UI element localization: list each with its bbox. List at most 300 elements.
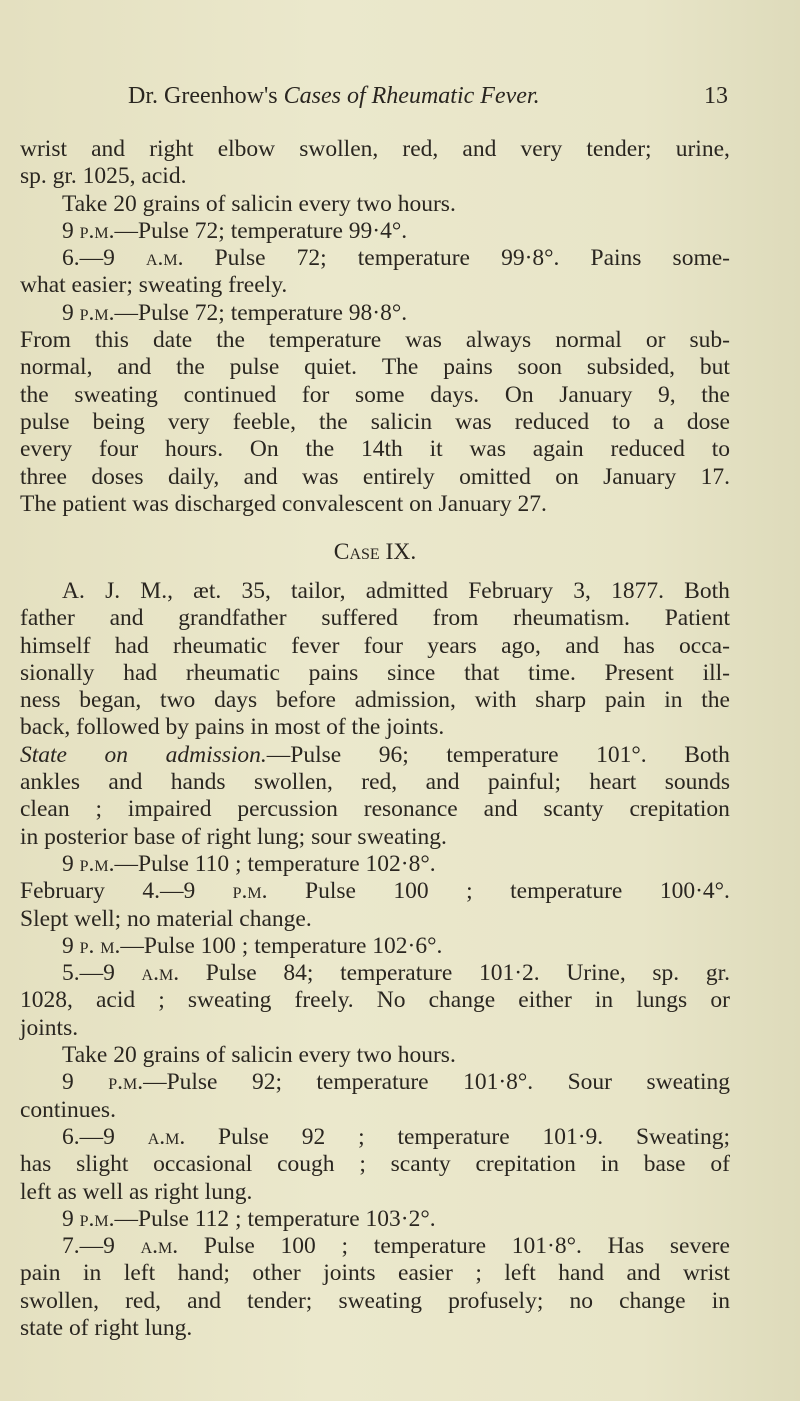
word: elbow <box>217 136 276 162</box>
word: tender; <box>586 136 652 162</box>
word: a.m. <box>140 1233 179 1260</box>
word: 35, <box>241 578 271 604</box>
word: doses <box>91 463 144 490</box>
word: very <box>520 136 563 162</box>
word: right <box>149 136 194 162</box>
word: a.m. <box>147 1123 186 1150</box>
word: ; <box>341 1233 349 1260</box>
word: swollen, <box>253 769 333 796</box>
word: in <box>594 987 614 1014</box>
word: profusely; <box>448 1287 544 1314</box>
word: rheumatic <box>173 632 267 659</box>
case-ix-body <box>20 578 730 1342</box>
word: ; <box>358 1123 365 1150</box>
word: 96; <box>378 741 409 768</box>
word: tender; <box>247 1287 313 1314</box>
word: reduced <box>610 436 685 463</box>
word: lungs <box>636 987 688 1014</box>
word: sweating <box>74 381 158 408</box>
word: February <box>20 878 105 905</box>
text-line <box>20 272 730 299</box>
word: other <box>252 1260 301 1287</box>
running-title <box>128 83 540 110</box>
word: 14th <box>360 436 403 463</box>
word: to <box>711 436 730 463</box>
word: daily, <box>167 463 220 490</box>
word: 4.—9 <box>142 878 196 905</box>
word: before <box>275 687 336 714</box>
text-line <box>20 1124 730 1151</box>
word: severe <box>669 1233 730 1260</box>
word: pulse <box>20 408 70 435</box>
word: 100·4°. <box>659 878 730 905</box>
word: Pulse <box>305 878 356 905</box>
word: red, <box>125 1287 161 1314</box>
word: days <box>214 687 258 714</box>
word: this <box>95 327 129 354</box>
text-line <box>20 960 730 987</box>
word: continued <box>183 381 277 408</box>
text-line <box>20 796 730 823</box>
word: three <box>20 463 67 490</box>
word: but <box>699 354 730 381</box>
text-line <box>20 1206 730 1233</box>
word: On <box>249 436 279 463</box>
word: sionally <box>20 659 95 686</box>
word: in <box>600 1151 619 1178</box>
word: in <box>83 1260 102 1287</box>
word: ; <box>466 878 473 905</box>
word: 17. <box>700 463 730 490</box>
word: impaired <box>127 796 212 823</box>
word: in <box>664 687 683 714</box>
word: temperature <box>316 1069 429 1096</box>
word: and <box>108 769 143 796</box>
word: pains <box>443 354 493 381</box>
text-segment: left as well as right lung. <box>20 1178 253 1205</box>
word: change <box>428 987 496 1014</box>
word: normal <box>555 327 622 354</box>
word: wrist <box>682 1260 730 1287</box>
word: 9, <box>657 381 676 408</box>
word: father <box>20 605 75 632</box>
word: acid <box>95 987 136 1014</box>
word: and <box>187 1287 221 1314</box>
text-line <box>20 660 730 687</box>
word: hand <box>558 1260 604 1287</box>
text-segment: 9 <box>62 217 80 244</box>
word: red, <box>402 136 439 162</box>
word: 92; <box>251 1069 282 1096</box>
word: quiet. <box>304 354 357 381</box>
word: A. <box>62 578 85 604</box>
word: pain <box>20 1260 61 1287</box>
word: joints <box>323 1260 376 1287</box>
word: sub- <box>689 327 730 354</box>
word: the <box>176 354 205 381</box>
word: salicin <box>370 408 433 435</box>
text-segment: continues. <box>20 1096 116 1123</box>
word: or <box>710 987 730 1014</box>
word: no <box>569 1287 593 1314</box>
word: that <box>464 659 500 686</box>
word: a <box>653 408 664 435</box>
text-line <box>20 687 730 714</box>
word: hand; <box>177 1260 230 1287</box>
word: painful; <box>487 769 561 796</box>
text-segment: —Pulse 112 ; temperature 103·2°. <box>114 1205 436 1232</box>
word: some <box>354 381 405 408</box>
word: sp. <box>652 960 680 987</box>
word: scanty <box>543 796 604 823</box>
word: temperature <box>373 1233 487 1260</box>
text-segment: 9 <box>62 299 80 326</box>
word: 1877. <box>611 578 664 604</box>
word: and <box>483 796 518 823</box>
word: M., <box>140 578 173 604</box>
word: 6.—9 <box>62 1123 115 1150</box>
text-line <box>20 1069 730 1096</box>
word: began, <box>79 687 142 714</box>
text-line <box>20 382 730 409</box>
word: slight <box>76 1151 129 1178</box>
text-segment: p.m. <box>79 299 115 326</box>
text-segment: p.m. <box>79 850 115 877</box>
word: hours. <box>164 436 224 463</box>
word: ; <box>95 796 103 823</box>
word: percussion <box>237 796 338 823</box>
word: Both <box>684 741 730 768</box>
word: years <box>427 632 477 659</box>
word: ; <box>158 987 165 1014</box>
text-line <box>20 987 730 1014</box>
word: 84; <box>283 960 314 987</box>
word: soon <box>517 354 563 381</box>
text-line <box>20 742 730 769</box>
running-title-work: Cases of Rheumatic Fever. <box>283 83 540 109</box>
word: four <box>363 632 403 659</box>
text-segment: —Pulse 110 ; temperature 102·8°. <box>114 850 436 877</box>
word: 72; <box>296 245 327 272</box>
word: suffered <box>321 605 398 632</box>
word: admission, <box>354 687 456 714</box>
word: again <box>532 436 584 463</box>
word: J. <box>105 578 121 604</box>
word: was <box>469 436 506 463</box>
word: No <box>376 987 406 1014</box>
word: the <box>319 408 348 435</box>
word: to <box>612 408 631 435</box>
word: ; <box>359 1151 366 1178</box>
word: the <box>701 687 730 714</box>
word: sweating <box>187 987 272 1014</box>
text-segment: Take 20 grains of salicin every two hours. <box>62 1042 456 1069</box>
word: admitted <box>365 578 448 604</box>
word: æt. <box>193 578 222 604</box>
word: a.m. <box>145 245 184 272</box>
word: had <box>114 632 149 659</box>
text-line <box>20 436 730 463</box>
word: 5.—9 <box>62 960 115 987</box>
word: ago, <box>501 632 541 659</box>
word: On <box>504 381 534 408</box>
word: pains <box>308 659 359 686</box>
word: Sweating; <box>635 1123 730 1150</box>
word: 101·8°. <box>511 1233 582 1260</box>
word: had <box>123 659 158 686</box>
text-line <box>20 136 730 163</box>
word: rheumatism. <box>513 605 630 632</box>
word: Pains <box>590 245 642 272</box>
text-line <box>20 191 730 218</box>
word: days. <box>430 381 480 408</box>
word: four <box>99 436 139 463</box>
text-line <box>20 327 730 354</box>
word: Pulse <box>203 1233 255 1260</box>
word: the <box>20 381 49 408</box>
text-line <box>20 245 730 272</box>
word: The <box>381 354 419 381</box>
text-line <box>20 906 730 933</box>
word: temperature <box>340 960 453 987</box>
word: sounds <box>664 769 730 796</box>
text-segment: p.m. <box>79 217 115 244</box>
word: crepitation <box>475 1151 576 1178</box>
word: swollen, <box>20 1287 99 1314</box>
text-line <box>20 1315 730 1342</box>
text-line <box>20 354 730 381</box>
text-line <box>20 933 730 960</box>
word: 7.—9 <box>62 1233 115 1260</box>
word: crepitation <box>629 796 730 823</box>
case-viii-continuation <box>20 136 730 518</box>
word: the <box>305 436 335 463</box>
word: 101·8°. <box>463 1069 534 1096</box>
word: Sour <box>567 1069 613 1096</box>
word: dose <box>686 408 730 435</box>
word: sweating <box>338 1287 422 1314</box>
word: easier <box>398 1260 453 1287</box>
word: ness <box>20 687 61 714</box>
word: Patient <box>664 605 730 632</box>
word: and <box>425 769 460 796</box>
text-line <box>20 163 730 190</box>
word: grandfather <box>178 605 287 632</box>
word: 101·2. <box>478 960 540 987</box>
text-segment: p. m. <box>79 932 121 959</box>
text-segment: p.m. <box>79 1205 115 1232</box>
text-line <box>20 578 730 605</box>
word: temperature <box>446 741 559 768</box>
word: admission.—Pulse <box>165 741 342 768</box>
word: resonance <box>363 796 458 823</box>
running-header <box>0 83 800 111</box>
text-line <box>20 769 730 796</box>
word: 100 <box>393 878 429 905</box>
word: entirely <box>362 463 435 490</box>
word: reduced <box>514 408 590 435</box>
running-title-author: Dr. Greenhow's <box>128 83 284 109</box>
word: 1028, <box>20 987 73 1014</box>
word: urine, <box>675 136 730 162</box>
word: date <box>153 327 193 354</box>
word: Both <box>684 578 730 604</box>
text-line <box>20 1097 730 1124</box>
word: left <box>504 1260 536 1287</box>
word: and <box>243 463 278 490</box>
text-segment: 9 <box>62 1205 80 1232</box>
word: January <box>603 463 677 490</box>
word: of <box>710 1151 730 1178</box>
word: temperature <box>269 327 382 354</box>
word: swollen, <box>299 136 379 162</box>
word: State <box>20 741 67 768</box>
word: the <box>701 381 730 408</box>
text-line <box>20 1288 730 1315</box>
word: January <box>559 381 633 408</box>
text-line <box>20 605 730 632</box>
text-line <box>20 218 730 245</box>
word: was <box>301 463 339 490</box>
word: on <box>555 463 579 490</box>
case-heading-text: Case IX. <box>333 539 417 565</box>
word: 3, <box>573 578 591 604</box>
word: cough <box>277 1151 335 1178</box>
text-segment: The patient was discharged convalescent on January 27. <box>20 490 547 517</box>
word: always <box>465 327 532 354</box>
word: Pulse <box>218 1123 269 1150</box>
word: was <box>455 408 492 435</box>
word: Present <box>604 659 674 686</box>
word: hands <box>170 769 226 796</box>
word: p.m. <box>232 878 268 905</box>
word: freely. <box>294 987 354 1014</box>
word: and <box>626 1260 661 1287</box>
word: was <box>405 327 442 354</box>
word: ill- <box>702 659 730 686</box>
word: for <box>301 381 330 408</box>
word: sweating <box>646 1069 730 1096</box>
word: since <box>387 659 436 686</box>
text-segment: state of right lung. <box>20 1315 193 1342</box>
word: February <box>468 578 554 604</box>
text-line <box>20 1179 730 1206</box>
text-segment: Slept well; no material change. <box>20 905 312 932</box>
word: and <box>109 605 144 632</box>
word: and <box>462 136 497 162</box>
word: with <box>474 687 517 714</box>
word: feeble, <box>232 408 296 435</box>
text-line <box>20 1260 730 1287</box>
text-line <box>20 491 730 518</box>
word: omitted <box>459 463 531 490</box>
text-segment: 9 <box>62 850 80 877</box>
word: 6.—9 <box>62 245 115 272</box>
word: ankles <box>20 769 81 796</box>
word: rheumatic <box>185 659 280 686</box>
text-segment: joints. <box>20 1014 79 1041</box>
word: clean <box>20 796 70 823</box>
word: every <box>20 436 73 463</box>
case-heading <box>20 539 730 566</box>
word: gr. <box>705 960 730 987</box>
word: temperature <box>510 878 623 905</box>
word: normal, <box>20 354 93 381</box>
page-number: 13 <box>704 83 728 109</box>
text-line <box>20 633 730 660</box>
text-line <box>20 824 730 851</box>
text-segment: 9 <box>62 932 80 959</box>
word: temperature <box>397 1123 510 1150</box>
word: and <box>565 632 600 659</box>
word: From <box>20 327 71 354</box>
word: and <box>91 136 126 162</box>
word: left <box>123 1260 156 1287</box>
word: and <box>117 354 152 381</box>
word: Pulse <box>214 245 266 272</box>
text-line <box>20 409 730 436</box>
word: 101°. <box>596 741 647 768</box>
word: p.m.—Pulse <box>108 1069 218 1096</box>
word: very <box>167 408 210 435</box>
word: 9 <box>62 1069 74 1096</box>
word: Pulse <box>205 960 257 987</box>
word: or <box>645 327 666 354</box>
word: 99·8°. <box>501 245 560 272</box>
text-line <box>20 851 730 878</box>
text-line <box>20 464 730 491</box>
word: in <box>711 1287 730 1314</box>
word: occa- <box>679 632 730 659</box>
text-segment: —Pulse 100 ; temperature 102·6°. <box>120 932 443 959</box>
text-segment: sp. gr. 1025, acid. <box>20 163 187 190</box>
text-segment: in posterior base of right lung; sour sweating. <box>20 823 447 850</box>
text-line <box>20 878 730 905</box>
text-line <box>20 1233 730 1260</box>
word: subsided, <box>586 354 676 381</box>
word: it <box>429 436 443 463</box>
word: wrist <box>20 136 67 162</box>
word: red, <box>361 769 398 796</box>
text-line <box>20 714 730 741</box>
word: fever <box>291 632 340 659</box>
word: two <box>160 687 196 714</box>
text-line <box>20 1015 730 1042</box>
word: occasional <box>153 1151 253 1178</box>
text-segment: —Pulse 72; temperature 98·8°. <box>114 299 408 326</box>
word: Urine, <box>566 960 626 987</box>
word: pain <box>604 687 646 714</box>
word: pulse <box>229 354 280 381</box>
word: 92 <box>301 1123 326 1150</box>
text-segment: back, followed by pains in most of the joints. <box>20 714 445 741</box>
text-line <box>20 1151 730 1178</box>
word: time. <box>528 659 576 686</box>
word: some- <box>672 245 730 272</box>
word: 101·9. <box>542 1123 604 1150</box>
word: ; <box>475 1260 482 1287</box>
word: temperature <box>357 245 470 272</box>
word: has <box>20 1151 52 1178</box>
word: scanty <box>390 1151 451 1178</box>
text-segment: what easier; sweating freely. <box>20 272 288 299</box>
word: base <box>643 1151 686 1178</box>
text-segment: Take 20 grains of salicin every two hours. <box>62 190 456 217</box>
word: Has <box>607 1233 645 1260</box>
word: the <box>216 327 245 354</box>
text-line <box>20 1042 730 1069</box>
word: on <box>104 741 129 768</box>
